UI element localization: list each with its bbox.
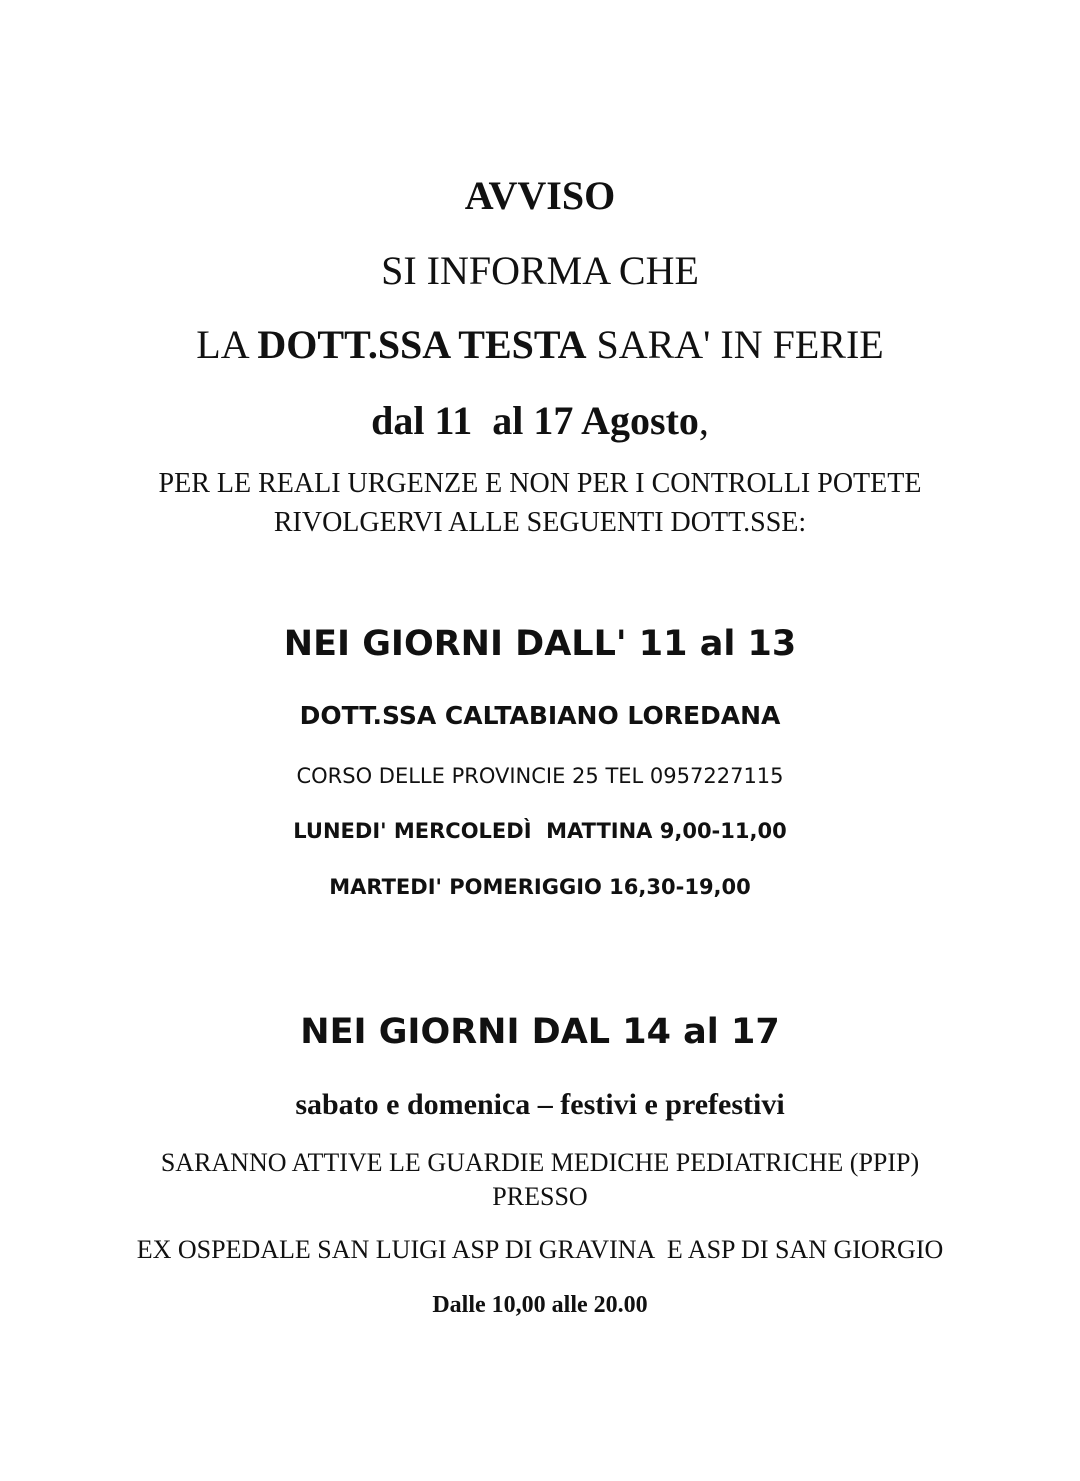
inform-line: SI INFORMA CHE <box>381 248 699 293</box>
doctor-vacation-line <box>0 322 1080 367</box>
guard-location: EX OSPEDALE SAN LUIGI ASP DI GRAVINA E ASP DI SAN GIORGIO <box>136 1235 944 1264</box>
substitute-doctor-name: DOTT.SSA CALTABIANO LOREDANA <box>299 701 781 730</box>
doctor-line-prefix: LA <box>196 322 258 367</box>
weekend-holidays-line: sabato e domenica – festivi e prefestivi <box>295 1088 785 1121</box>
schedule-afternoon: MARTEDI' POMERIGGIO 16,30-19,00 <box>329 875 751 899</box>
urgency-text-line-2: RIVOLGERVI ALLE SEGUENTI DOTT.SSE: <box>273 507 807 538</box>
doctor-name: DOTT.SSA TESTA <box>257 322 587 367</box>
notice-title: AVVISO <box>464 173 616 218</box>
guard-medical-line-1: SARANNO ATTIVE LE GUARDIE MEDICHE PEDIATRICHE (PPIP) <box>160 1148 920 1177</box>
schedule-morning: LUNEDI' MERCOLEDÌ MATTINA 9,00-11,00 <box>293 819 787 843</box>
period-2-heading: NEI GIORNI DAL 14 al 17 <box>300 1012 780 1052</box>
vacation-dates-line <box>0 398 1080 443</box>
vacation-dates-comma: , <box>698 398 709 443</box>
urgency-text-line-1: PER LE REALI URGENZE E NON PER I CONTROLLI POTETE <box>158 468 922 499</box>
substitute-doctor-address: CORSO DELLE PROVINCIE 25 TEL 0957227115 <box>296 764 784 788</box>
period-1-heading: NEI GIORNI DALL' 11 al 13 <box>283 624 797 664</box>
guard-medical-line-2: PRESSO <box>492 1182 588 1211</box>
guard-hours: Dalle 10,00 alle 20.00 <box>432 1292 648 1318</box>
doctor-line-suffix: SARA' IN FERIE <box>586 322 884 367</box>
vacation-dates: dal 11 al 17 Agosto <box>371 398 699 443</box>
